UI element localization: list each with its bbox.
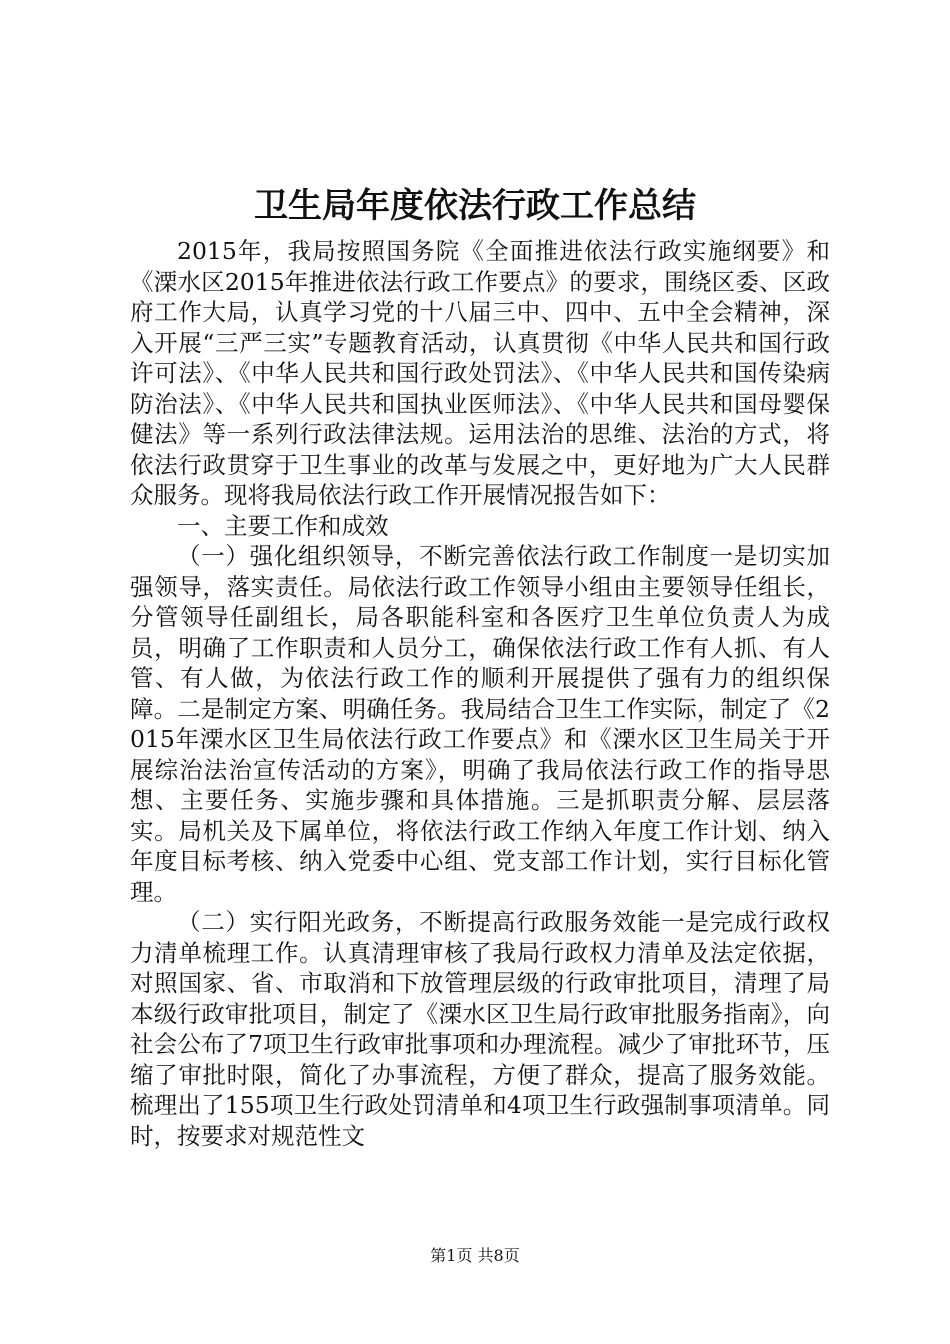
document-title: 卫生局年度依法行政工作总结 (254, 186, 696, 226)
document-body (130, 236, 830, 1151)
section-heading-main-work: 一、主要工作和成效 (177, 511, 389, 540)
paragraph-organization: （一）强化组织领导，不断完善依法行政工作制度一是切实加强领导，落实责任。局依法行政工作领导小组由主要领导任组长，分管领导任副组长，局各职能科室和各医疗卫生单位负责人为成员，明确了工作职责和人员分工，确保依法行政工作有人抓、有人管、有人做，为依法行政工作的顺利开展提供了强有力的组织保障。二是制定方案、明确任务。我局结合卫生工作实际，制定了《2015年溧水区卫生局依法行政工作要点》和《溧水区卫生局关于开展综治法治宣传活动的方案》，明确了我局依法行政工作的指导思想、主要任务、实施步骤和具体措施。三是抓职责分解、层层落实。局机关及下属单位，将依法行政工作纳入年度工作计划、纳入年度目标考核、纳入党委中心组、党支部工作计划，实行目标化管理。 (130, 542, 830, 906)
paragraph-intro: 2015年，我局按照国务院《全面推进依法行政实施纲要》和《溧水区2015年推进依法行政工作要点》的要求，围绕区委、区政府工作大局，认真学习党的十八届三中、四中、五中全会精神，深入开展“三严三实”专题教育活动，认真贯彻《中华人民共和国行政许可法》、《中华人民共和国行政处罚法》、《中华人民共和国传染病防治法》、《中华人民共和国执业医师法》、《中华人民共和国母婴保健法》等一系列行政法律法规。运用法治的思维、法治的方式，将依法行政贯穿于卫生事业的改革与发展之中，更好地为广大人民群众服务。现将我局依法行政工作开展情况报告如下： (130, 237, 830, 509)
page-footer: 第1页 共8页 (430, 1246, 520, 1265)
paragraph-transparency: （二）实行阳光政务，不断提高行政服务效能一是完成行政权力清单梳理工作。认真清理审核了我局行政权力清单及法定依据，对照国家、省、市取消和下放管理层级的行政审批项目，清理了局本级行政审批项目，制定了《溧水区卫生局行政审批服务指南》，向社会公布了7项卫生行政审批事项和办理流程。减少了审批环节，压缩了审批时限，简化了办事流程，方便了群众，提高了服务效能。梳理出了155项卫生行政处罚清单和4项卫生行政强制事项清单。同时，按要求对规范性文 (130, 908, 830, 1150)
